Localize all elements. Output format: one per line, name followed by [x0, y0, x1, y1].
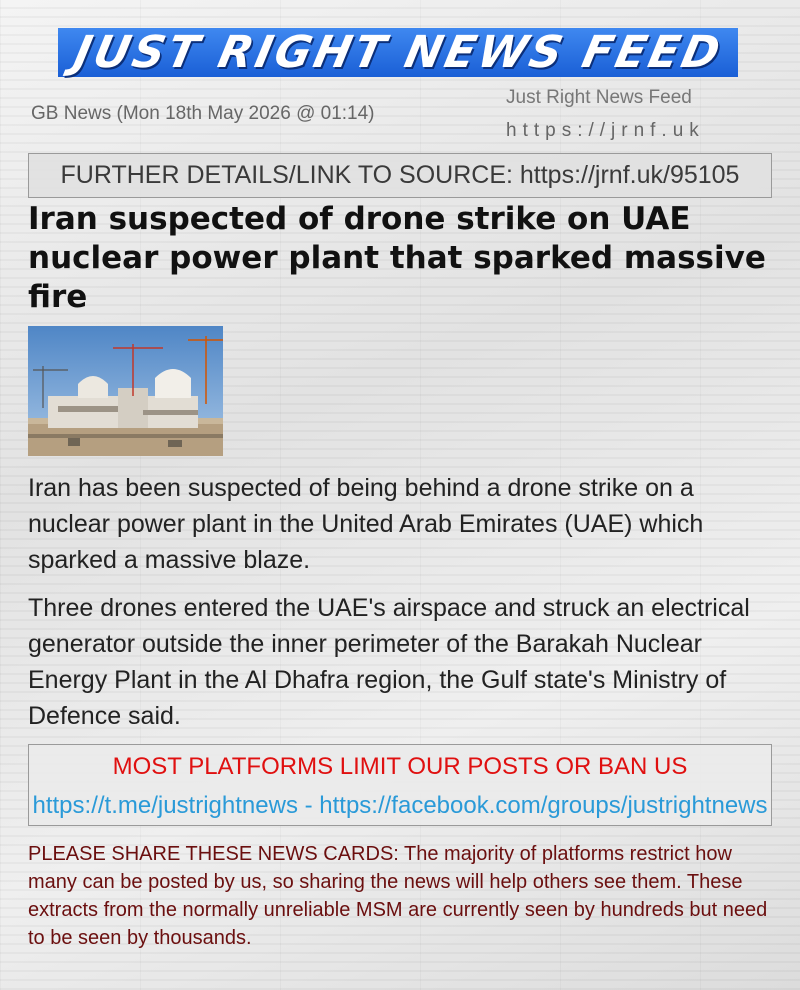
platform-warning: MOST PLATFORMS LIMIT OUR POSTS OR BAN US	[112, 753, 688, 780]
article-paragraph: Iran has been suspected of being behind a drone strike on a nuclear power plant in the United Arab Emirates (UAE) which sparked a massive blaze.	[28, 474, 704, 574]
article-body	[28, 470, 780, 746]
feed-name: Just Right News Feed	[506, 87, 692, 108]
article-headline: Iran suspected of drone strike on UAE nuclear power plant that sparked massive fire	[28, 201, 766, 315]
source-and-date: GB News (Mon 18th May 2026 @ 01:14)	[31, 103, 375, 124]
share-note: PLEASE SHARE THESE NEWS CARDS: The majority of platforms restrict how many can be posted by us, so sharing the news will help others see them. These extracts from the normally unreliable MSM are currently seen by hundreds but need to be seen by thousands.	[28, 843, 768, 949]
source-link-text[interactable]: FURTHER DETAILS/LINK TO SOURCE: https://jrnf.uk/95105	[60, 161, 740, 189]
source-link-box[interactable]	[28, 153, 772, 198]
article-photo	[28, 326, 223, 456]
article-paragraph: Three drones entered the UAE's airspace and struck an electrical generator outside the inner perimeter of the Barakah Nuclear Energy Plant in the Al Dhafra region, the Gulf state's Ministry of Defence said.	[28, 594, 750, 730]
feed-url[interactable]: https://jrnf.uk	[506, 120, 705, 141]
nuclear-plant-image	[28, 326, 223, 456]
social-links[interactable]: https://t.me/justrightnews - https://facebook.com/groups/justrightnews	[32, 792, 768, 819]
promo-box	[28, 744, 772, 826]
site-banner	[58, 28, 738, 77]
site-title: JUST RIGHT NEWS FEED	[69, 27, 727, 78]
